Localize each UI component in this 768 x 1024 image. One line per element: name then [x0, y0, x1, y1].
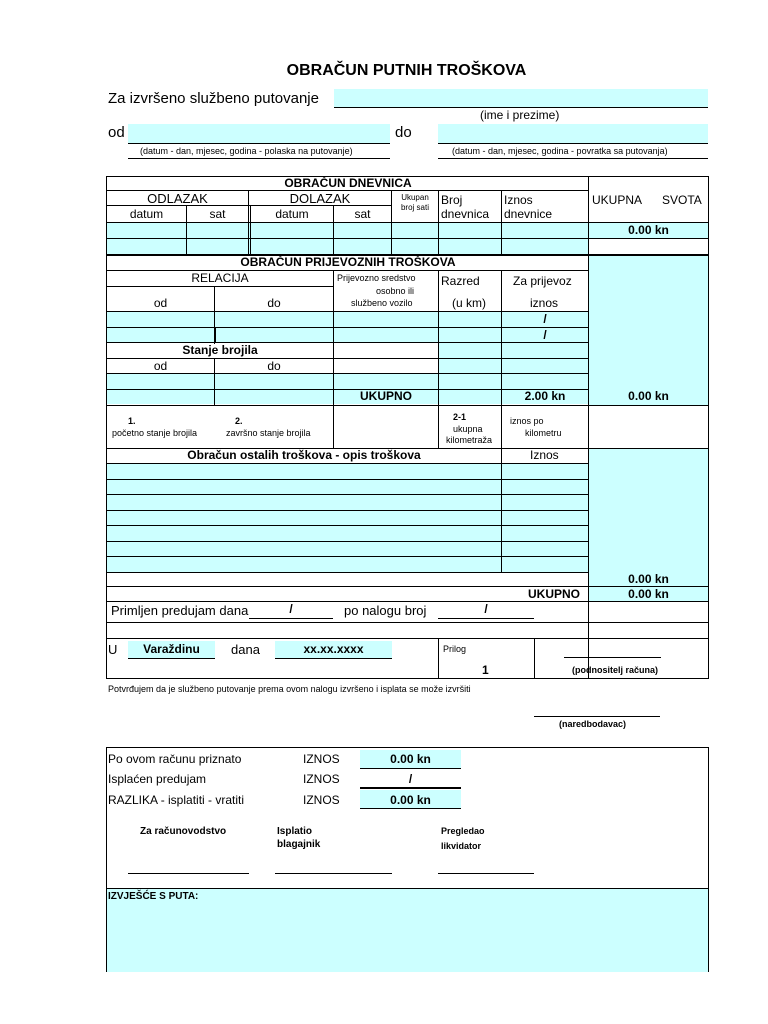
legend-3-number: 2-1: [453, 412, 467, 422]
recognized-amount-value: 0.00 kn: [390, 752, 431, 766]
per-diem-total-value: 0.00 kn: [628, 223, 669, 237]
arrival-time-header: sat: [354, 207, 371, 221]
recognized-amount-label: IZNOS: [303, 752, 340, 766]
per-diem-count-header-1: Broj: [441, 193, 463, 207]
departure-header: ODLAZAK: [147, 191, 208, 206]
travel-label: Za izvršeno službeno putovanje: [108, 90, 319, 107]
order-number-slash: /: [484, 602, 488, 616]
cashier-label-1: Isplatio: [277, 826, 313, 837]
traveler-name-field[interactable]: [334, 89, 708, 107]
return-date-field[interactable]: [438, 124, 708, 143]
transport-total-label: UKUPNO: [359, 389, 412, 403]
fare-row-1-slash: /: [543, 312, 547, 326]
total-hours-header-1: Ukupan: [401, 193, 429, 202]
other-costs-title: Obračun ostalih troškova - opis troškova: [187, 448, 421, 462]
advance-amount-label: IZNOS: [303, 772, 340, 786]
odometer-to-header: do: [267, 359, 281, 373]
departure-date-header: datum: [129, 207, 164, 221]
odometer-from-header: od: [153, 359, 168, 373]
class-header-1: Razred: [441, 274, 480, 288]
vehicle-header-3: službeno vozilo: [351, 298, 413, 308]
legend-3-text-1: ukupna: [453, 424, 483, 434]
transport-title: OBRAČUN PRIJEVOZNIH TROŠKOVA: [240, 255, 456, 269]
fare-header-2: iznos: [530, 296, 559, 310]
legend-3-text-2: kilometraža: [446, 435, 493, 445]
other-costs-total-value: 0.00 kn: [628, 587, 669, 601]
other-costs-total-label: UKUPNO: [528, 587, 581, 601]
advance-paid-label: Isplaćen predujam: [108, 772, 207, 786]
relation-from-header: od: [153, 296, 168, 310]
accounting-label: Za računovodstvo: [140, 826, 227, 837]
to-hint: (datum - dan, mjesec, godina - povratka sa putovanja): [452, 146, 668, 156]
relation-to-header: do: [267, 296, 281, 310]
trip-report-title: IZVJEŠĆE S PUTA:: [108, 891, 199, 902]
difference-label: RAZLIKA - isplatiti - vratiti: [108, 793, 245, 807]
arrival-header: DOLAZAK: [289, 191, 351, 206]
relation-header: RELACIJA: [191, 271, 249, 285]
date-label: dana: [231, 642, 260, 657]
legend-1-text: početno stanje brojila: [112, 428, 198, 438]
cashier-label-2: blagajnik: [277, 839, 321, 850]
advance-date-slash: /: [289, 602, 293, 616]
place-prefix: U: [108, 642, 118, 657]
attachment-label: Prilog: [443, 644, 467, 654]
to-label: do: [395, 124, 412, 141]
departure-time-header: sat: [209, 207, 226, 221]
vehicle-header-2: osobno ili: [376, 286, 415, 296]
advance-amount-value: /: [408, 772, 413, 786]
order-number-label: po nalogu broj: [344, 603, 427, 618]
per-diem-amount-header-2: dnevnice: [504, 207, 553, 221]
departure-date-field[interactable]: [128, 124, 390, 143]
other-costs-subtotal: 0.00 kn: [628, 572, 669, 586]
legend-2-text: završno stanje brojila: [226, 428, 311, 438]
fare-header-1: Za prijevoz: [513, 274, 572, 288]
recognized-label: Po ovom računu priznato: [108, 752, 242, 766]
transport-total-column: [589, 256, 708, 406]
transport-section-total: 0.00 kn: [628, 389, 669, 403]
city-value: Varaždinu: [143, 642, 200, 656]
arrival-date-header: datum: [275, 207, 309, 221]
grand-total-header-2: SVOTA: [662, 193, 702, 207]
fare-row-2-slash: /: [543, 328, 547, 342]
confirmation-text: Potvrđujem da je službeno putovanje prema ovom nalogu izvršeno i isplata se može izvršiti: [108, 684, 471, 694]
class-header-2: (u km): [452, 296, 486, 310]
from-hint: (datum - dan, mjesec, godina - polaska na putovanje): [140, 146, 353, 156]
other-costs-amount-header: Iznos: [530, 448, 559, 462]
advance-label: Primljen predujam dana: [111, 603, 249, 618]
difference-amount-value: 0.00 kn: [390, 793, 431, 807]
difference-amount-label: IZNOS: [303, 793, 340, 807]
per-diem-title: OBRAČUN DNEVNICA: [284, 176, 412, 190]
reviewer-signature-line: [438, 873, 534, 874]
per-diem-amount-header-1: Iznos: [504, 193, 533, 207]
odometer-header: Stanje brojila: [182, 343, 258, 357]
from-label: od: [108, 124, 125, 141]
reviewer-label-1: Pregledao: [441, 826, 485, 836]
date-value: xx.xx.xxxx: [303, 642, 364, 656]
legend-4-text-2: kilometru: [525, 428, 562, 438]
legend-4-text-1: iznos po: [510, 416, 544, 426]
submitter-label: (podnositelj računa): [572, 665, 659, 675]
authorizer-label: (naredbodavac): [559, 719, 627, 729]
vehicle-header-1: Prijevozno sredstvo: [337, 273, 416, 283]
legend-1-number: 1.: [128, 416, 136, 426]
transport-total-value: 2.00 kn: [524, 389, 566, 403]
name-hint: (ime i prezime): [480, 108, 560, 122]
legend-2-number: 2.: [235, 416, 243, 426]
per-diem-count-header-2: dnevnica: [441, 207, 490, 221]
accounting-signature-line: [128, 873, 249, 874]
grand-total-header-1: UKUPNA: [592, 193, 643, 207]
total-hours-header-2: broj sati: [400, 203, 429, 212]
attachment-value: 1: [482, 663, 489, 677]
page-title: OBRAČUN PUTNIH TROŠKOVA: [286, 62, 527, 79]
reviewer-label-2: likvidator: [441, 841, 482, 851]
cashier-signature-line: [275, 873, 392, 874]
